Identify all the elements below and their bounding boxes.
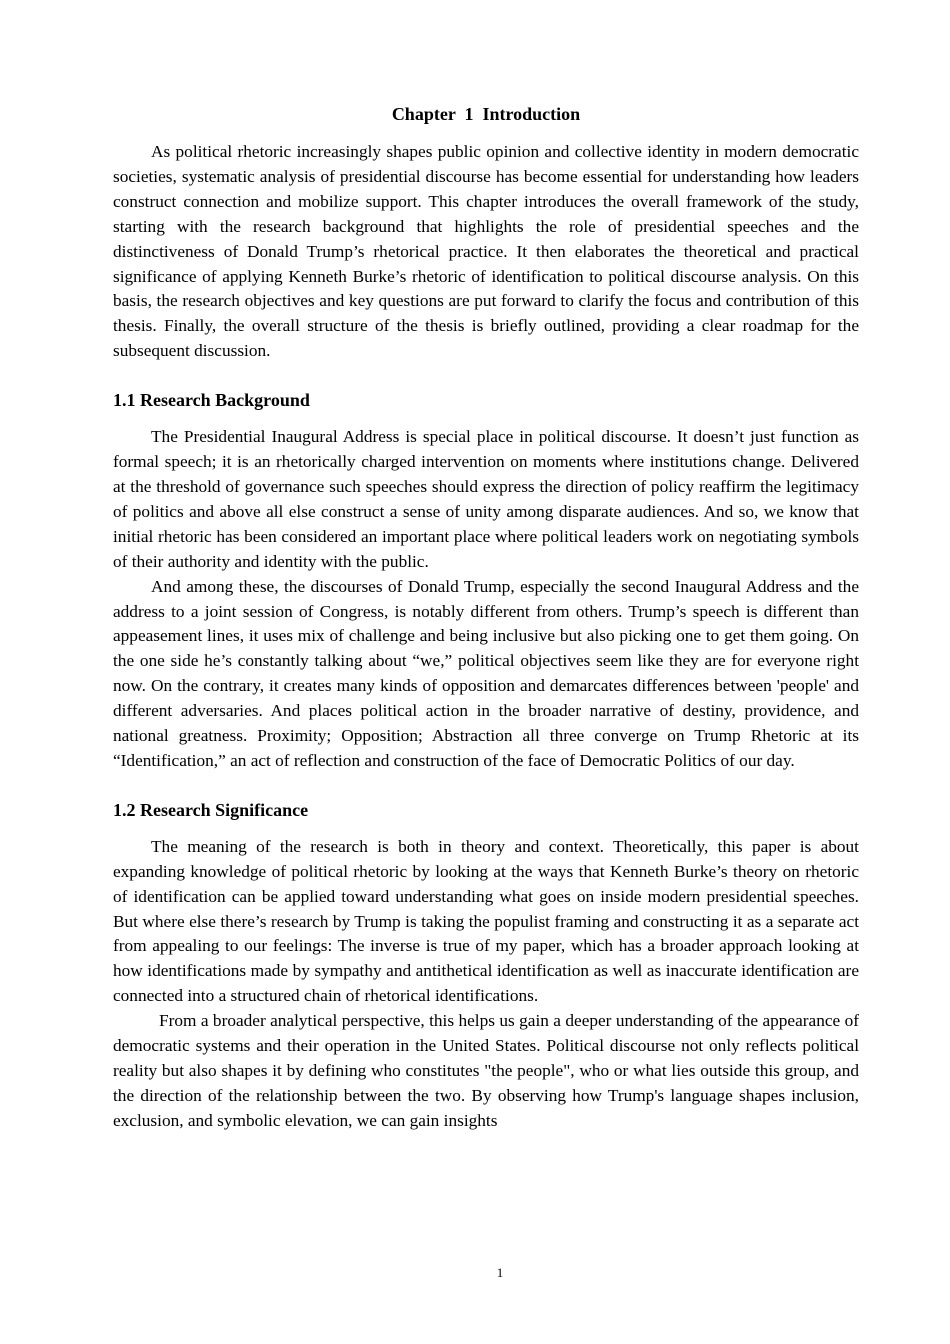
- intro-paragraph: As political rhetoric increasingly shapes public opinion and collective identity in modern democratic societies, systematic analysis of presidential discourse has become essential for understanding how leaders construct connection and mobilize support. This chapter introduces the overall framework of the study, starting with the research background that highlights the role of presidential speeches and the distinctiveness of Donald Trump’s rhetorical practice. It then elaborates the theoretical and practical significance of applying Kenneth Burke’s rhetoric of identification to political discourse analysis. On this basis, the research objectives and key questions are put forward to clarify the focus and contribution of this thesis. Finally, the overall structure of the thesis is briefly outlined, providing a clear roadmap for the subsequent discussion.: [113, 142, 859, 361]
- section-heading-research-background: 1.1 Research Background: [113, 390, 310, 411]
- research-significance-paragraph-2: From a broader analytical perspective, this helps us gain a deeper understanding of the appearance of democratic systems and their operation in the United States. Political discourse not only reflects political reality but also shapes it by defining who constitutes "the people", who or what lies outside this group, and the direction of the relationship between the two. By observing how Trump's language shapes inclusion, exclusion, and symbolic elevation, we can gain insights: [113, 1011, 859, 1130]
- chapter-title: Chapter 1 Introduction: [391, 104, 581, 124]
- section-heading-research-significance: 1.2 Research Significance: [113, 799, 309, 820]
- research-background-paragraph-2: And among these, the discourses of Donald Trump, especially the second Inaugural Address and the address to a joint session of Congress, is notably different from others. Trump’s speech is different than appeasement lines, it uses mix of challenge and being inclusive but also picking one to get them going. On the one side he’s constantly talking about “we,” political objectives seem like they are for everyone right now. On the contrary, it creates many kinds of opposition and demarcates differences between 'people' and different adversaries. And places political action in the broader narrative of destiny, providence, and national greatness. Proximity; Opposition; Abstraction all three converge on Trump Rhetoric at its “Identification,” an act of reflection and construction of the face of Democratic Politics of our day.: [113, 576, 859, 770]
- research-significance-paragraph-1: The meaning of the research is both in theory and context. Theoretically, this paper is about expanding knowledge of political rhetoric by looking at the ways that Kenneth Burke’s theory on rhetoric of identification can be applied toward understanding what goes on inside modern presidential speeches. But where else there’s research by Trump is taking the populist framing and constructing it as a separate act from appealing to our feelings: The inverse is true of my paper, which has a broader approach looking at how identifications made by sympathy and antithetical identification as well as inaccurate identification are connected into a structured chain of rhetorical identifications.: [113, 836, 859, 1006]
- page-number: 1: [496, 1265, 504, 1280]
- research-background-paragraph-1: The Presidential Inaugural Address is special place in political discourse. It doesn’t just function as formal speech; it is an rhetorically charged intervention on moments where institutions change. Delivered at the threshold of governance such speeches should express the direction of policy reaffirm the legitimacy of politics and above all else construct a sense of unity among disparate audiences. And so, we know that initial rhetoric has been considered an important place where political leaders work on negotiating symbols of their authority and identity with the public.: [113, 427, 859, 571]
- document-page: [113, 102, 859, 1134]
